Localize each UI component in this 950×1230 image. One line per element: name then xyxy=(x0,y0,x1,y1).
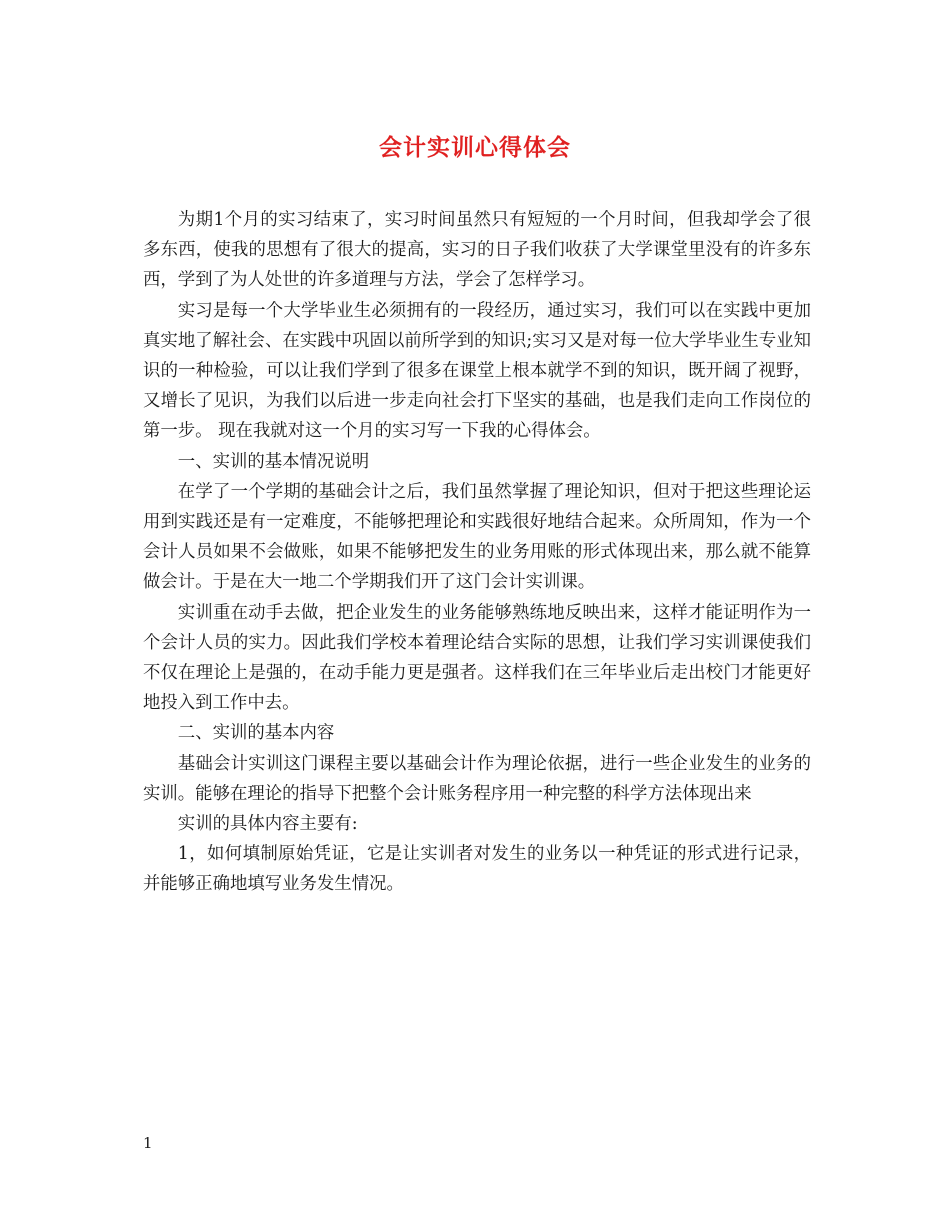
page-number: 1 xyxy=(143,1134,153,1152)
document-body xyxy=(143,205,811,900)
paragraph-theory-practice: 在学了一个学期的基础会计之后，我们虽然掌握了理论知识，但对于把这些理论运用到实践还是有一定难度，不能够把理论和实践很好地结合起来。众所周知，作为一个会计人员如果不会做账，如果不能够把发生的业务用账的形式体现出来，那么就不能算做会计。于是在大一地二个学期我们开了这门会计实训课。 xyxy=(143,481,811,593)
paragraph-internship-meaning: 实习是每一个大学毕业生必须拥有的一段经历，通过实习，我们可以在实践中更加真实地了解社会、在实践中巩固以前所学到的知识;实习又是对每一位大学毕业生专业知识的一种检验，可以让我们学到了很多在课堂上根本就学不到的知识，既开阔了视野，又增长了见识，为我们以后进一步走向社会打下坚实的基础，也是我们走向工作岗位的第一步。 现在我就对这一个月的实习写一下我的心得体会。 xyxy=(143,300,811,442)
paragraph-content-intro: 实训的具体内容主要有: xyxy=(177,814,358,835)
paragraph-item-1: 1，如何填制原始凭证，它是让实训者对发生的业务以一种凭证的形式进行记录，并能够正确地填写业务发生情况。 xyxy=(143,844,811,895)
paragraph-course-description: 基础会计实训这门课程主要以基础会计作为理论依据，进行一些企业发生的业务的实训。能够在理论的指导下把整个会计账务程序用一种完整的科学方法体现出来 xyxy=(143,753,811,804)
document-title: 会计实训心得体会 xyxy=(379,134,571,161)
section-heading-basic-content: 二、实训的基本内容 xyxy=(177,723,335,744)
paragraph-hands-on: 实训重在动手去做，把企业发生的业务能够熟练地反映出来，这样才能证明作为一个会计人员的实力。因此我们学校本着理论结合实际的思想，让我们学习实训课使我们不仅在理论上是强的，在动手能力更是强者。这样我们在三年毕业后走出校门才能更好地投入到工作中去。 xyxy=(143,602,811,714)
section-heading-basic-situation: 一、实训的基本情况说明 xyxy=(177,451,370,472)
paragraph-intro: 为期1个月的实习结束了，实习时间虽然只有短短的一个月时间，但我却学会了很多东西，使我的思想有了很大的提高，实习的日子我们收获了大学课堂里没有的许多东西，学到了为人处世的许多道理与方法，学会了怎样学习。 xyxy=(143,210,811,291)
